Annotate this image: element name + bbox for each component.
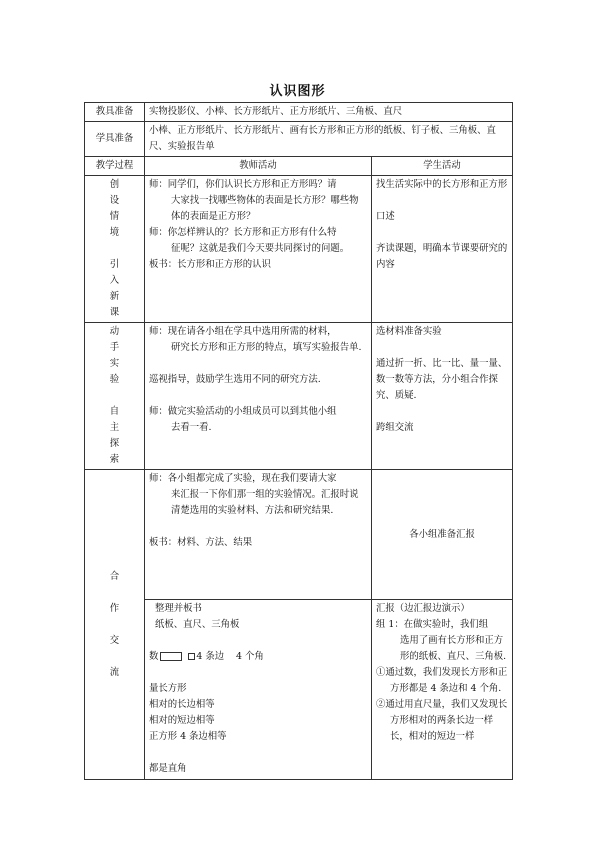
stage-char: 作 xyxy=(109,602,120,614)
teaching-tools-label: 教具准备 xyxy=(85,103,145,122)
stage-char: 索 xyxy=(109,454,120,465)
student-line: 齐读课题，明确本节课要研究的内容 xyxy=(376,243,508,270)
learning-tools-row xyxy=(85,122,513,157)
stage-char: 流 xyxy=(109,666,120,678)
stage-share xyxy=(85,470,145,780)
student-report xyxy=(372,600,513,780)
student-line: 找生活实际中的长方形和正方形 xyxy=(376,179,508,190)
teacher-activity-share xyxy=(145,470,372,600)
stage-intro xyxy=(85,176,145,323)
teacher-line: 师：你怎样辨认的？长方形和正方形有什么特 xyxy=(149,227,337,238)
stage-char: 手 xyxy=(109,342,120,353)
stage-char: 探 xyxy=(109,438,120,449)
report-line: 组 1：在做实验时，我们组 xyxy=(376,619,489,630)
report-line: ①通过数，我们发现长方形和正方形都是 4 条边和 4 个角. xyxy=(376,667,508,694)
teacher-line: 师：同学们，你们认识长方形和正方形吗？请 xyxy=(149,179,337,190)
board-text: 4 条边 xyxy=(196,651,225,662)
section-share-row-1 xyxy=(85,470,513,600)
stage-char: 交 xyxy=(109,634,120,646)
report-line: ②通过用直尺量，我们又发现长方形相对的两条长边一样长，相对的短边一样 xyxy=(376,699,508,742)
lesson-plan-table xyxy=(84,102,513,780)
teacher-line: 征呢？这就是我们今天要共同探讨的问题。 xyxy=(171,243,350,254)
section-explore-row xyxy=(85,323,513,470)
stage-char: 动 xyxy=(109,326,120,337)
teaching-tools-value: 实物投影仪、小棒、长方形纸片、正方形纸片、三角板、直尺 xyxy=(145,103,513,122)
teacher-line: 来汇报一下你们那一组的实验情况。汇报时说清楚选用的实验材料、方法和研究结果. xyxy=(171,489,359,516)
teacher-line: 师：现在请各小组在学具中选用所需的材料， xyxy=(149,326,337,337)
section-share-row-2 xyxy=(85,600,513,780)
teacher-line: 巡视指导，鼓励学生选用不同的研究方法. xyxy=(149,374,321,385)
student-line: 选材料准备实验 xyxy=(376,326,442,337)
teacher-activity-intro xyxy=(145,176,372,323)
stage-char: 新 xyxy=(109,291,120,302)
header-student: 学生活动 xyxy=(372,157,513,176)
student-activity-share: 各小组准备汇报 xyxy=(372,470,513,600)
board-line: 相对的长边相等 xyxy=(149,699,215,710)
page-title: 认识图形 xyxy=(269,84,326,99)
teaching-tools-row xyxy=(85,103,513,122)
teacher-line: 去看一看. xyxy=(171,422,212,433)
teacher-line: 大家找一找哪些物体的表面是长方形？哪些物体的表面是正方形？ xyxy=(171,195,359,222)
teacher-line: 师：做完实验活动的小组成员可以到其他小组 xyxy=(149,406,337,417)
student-line: 通过折一折、比一比、量一量、数一数等方法，分小组合作探究、质疑. xyxy=(376,358,508,401)
stage-char: 课 xyxy=(109,307,120,318)
student-activity-explore xyxy=(372,323,513,470)
stage-char: 主 xyxy=(109,422,120,433)
teacher-activity-explore xyxy=(145,323,372,470)
stage-char: 实 xyxy=(109,358,120,369)
stage-char: 验 xyxy=(109,374,120,385)
stage-char: 设 xyxy=(109,195,120,206)
header-row xyxy=(85,157,513,176)
board-line: 正方形 4 条边相等 xyxy=(149,731,227,742)
student-line: 口述 xyxy=(376,211,395,222)
teacher-line: 板书：长方形和正方形的认识 xyxy=(149,259,271,270)
board-summary xyxy=(145,600,372,780)
rectangle-icon xyxy=(160,652,182,661)
board-line: 纸板、直尺、三角板 xyxy=(155,619,240,630)
board-text: 数 xyxy=(149,651,159,662)
report-line: 选用了画有长方形和正方形的纸板、直尺、三角板. xyxy=(400,635,507,662)
teacher-line: 板书：材料、方法、结果 xyxy=(149,537,253,548)
stage-char: 情 xyxy=(109,211,120,222)
header-process: 教学过程 xyxy=(85,157,145,176)
stage-char: 自 xyxy=(109,406,120,417)
header-teacher: 教师活动 xyxy=(145,157,372,176)
stage-char: 入 xyxy=(109,275,120,286)
stage-char: 合 xyxy=(109,570,120,582)
stage-char: 创 xyxy=(109,179,120,190)
board-line: 量长方形 xyxy=(149,683,187,694)
learning-tools-label: 学具准备 xyxy=(85,122,145,157)
student-activity-intro xyxy=(372,176,513,323)
teacher-line: 师：各小组都完成了实验，现在我们要请大家 xyxy=(149,473,337,484)
board-line: 相对的短边相等 xyxy=(149,715,215,726)
stage-explore xyxy=(85,323,145,470)
student-line: 跨组交流 xyxy=(376,422,414,433)
stage-char: 引 xyxy=(109,259,120,270)
stage-char: 境 xyxy=(109,227,120,238)
learning-tools-value: 小棒、正方形纸片、长方形纸片、画有长方形和正方形的纸板、钉子板、三角板、直尺、实验报告单 xyxy=(145,122,513,157)
square-icon xyxy=(188,653,195,660)
board-line: 都是直角 xyxy=(149,763,187,774)
report-line: 汇报（边汇报边演示） xyxy=(376,603,470,614)
board-text: 4 个角 xyxy=(236,651,264,662)
teacher-line: 研究长方形和正方形的特点，填写实验报告单. xyxy=(171,342,362,353)
section-intro-row xyxy=(85,176,513,323)
board-count-line xyxy=(149,649,367,665)
board-line: 整理并板书 xyxy=(155,603,202,614)
